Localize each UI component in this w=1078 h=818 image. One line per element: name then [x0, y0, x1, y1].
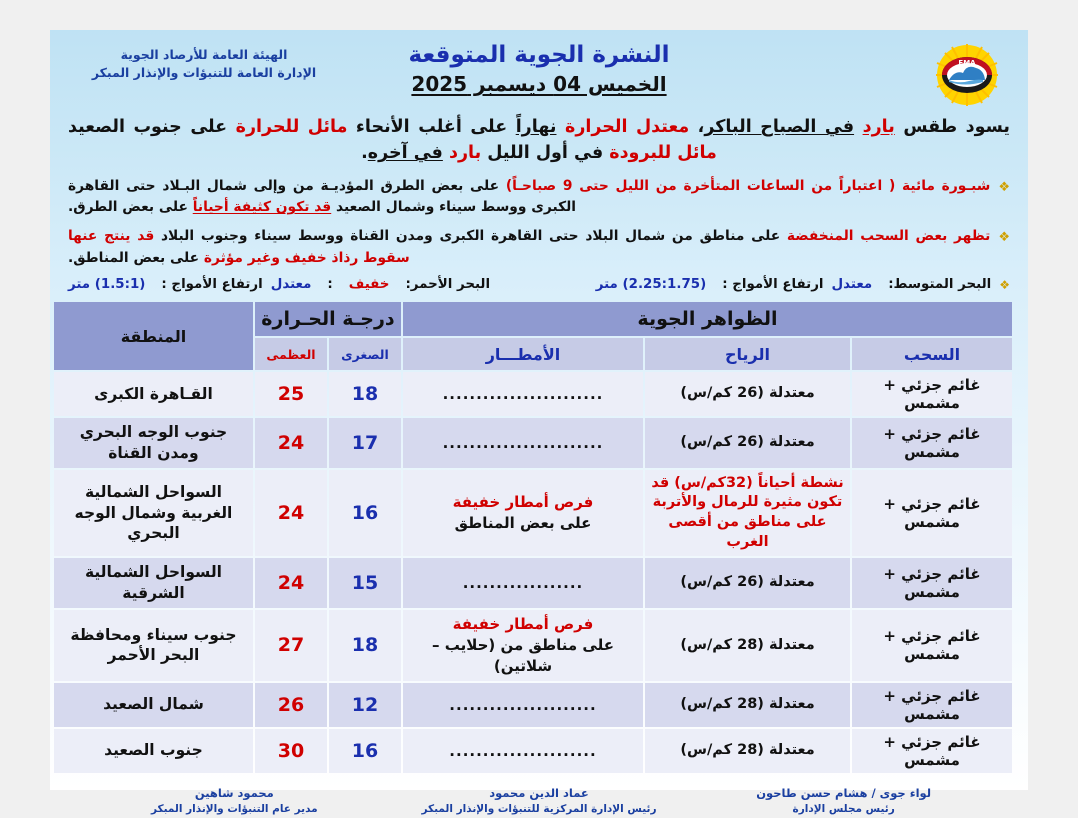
- red-sea-wave-label: ارتفاع الأمواج :: [161, 277, 263, 292]
- cell-rain: ......................: [403, 729, 643, 773]
- bulletin-date: الخميس 04 ديسمبر 2025: [411, 72, 667, 96]
- lead-word-late: في آخره: [367, 143, 443, 164]
- cell-temp-min: 12: [329, 683, 401, 727]
- warning-seg: على مناطق من شمال البلاد حتى القاهرة الكبرى ومدن القناة ووسط سيناء وجنوب البلاد: [154, 228, 787, 245]
- mediterranean-waves: [596, 277, 824, 292]
- cell-rain-detail: على بعض المناطق: [454, 513, 592, 532]
- cell-region: جنوب الصعيد: [54, 729, 253, 773]
- warning-seg: قد ينتج عنها سقوط رذاذ خفيف وغير مؤثرة: [68, 228, 410, 266]
- header-weather-phenomena: الظواهر الجوية: [403, 302, 1012, 336]
- signature-name: محمود شاهين: [194, 785, 274, 800]
- warning-item: [68, 226, 1010, 269]
- cell-temp-max: 30: [255, 729, 327, 773]
- red-sea-wave-value: (1.5:1) متر: [68, 277, 146, 292]
- cell-region: السواحل الشمالية الغربية وشمال الوجه البحري: [54, 470, 253, 556]
- bulletin-card: [50, 30, 1028, 816]
- cell-rain-highlight: فرص أمطار خفيفة: [452, 492, 594, 511]
- lead-part-4: [556, 117, 565, 137]
- cell-temp-min: 18: [329, 610, 401, 681]
- signature-name: لواء جوى / هشام حسن طاحون: [756, 785, 932, 800]
- cell-wind: معتدلة (28 كم/س): [645, 729, 850, 773]
- lead-word-warm: مائل للحرارة: [235, 117, 348, 137]
- lead-word-morning: في الصباح الباكر: [704, 117, 855, 137]
- mediterranean-wave-value: (2.25:1.75) متر: [595, 277, 707, 292]
- bulletin-title-block: [64, 42, 1014, 96]
- lead-word-moderate: معتدل الحرارة: [565, 117, 690, 137]
- cell-rain-highlight: فرص أمطار خفيفة: [452, 614, 594, 633]
- mediterranean-label: البحر المتوسط:: [888, 277, 992, 292]
- lead-word-coolish: مائل للبرودة: [609, 143, 717, 164]
- table-row: [54, 558, 1012, 608]
- cell-wind: معتدلة (28 كم/س): [645, 610, 850, 681]
- header-clouds: السحب: [852, 338, 1012, 370]
- cell-wind: معتدلة (26 كم/س): [645, 372, 850, 416]
- cell-temp-min: 18: [329, 372, 401, 416]
- signature-left: [691, 785, 996, 818]
- lead-part-6: على جنوب الصعيد: [68, 117, 236, 137]
- cell-clouds: غائم جزئي + مشمس: [852, 683, 1012, 727]
- cell-temp-max: 25: [255, 372, 327, 416]
- bulletin-header: [64, 38, 1014, 108]
- lead-word-daytime: نهاراً: [515, 117, 557, 137]
- lead-part-9: .: [361, 143, 368, 164]
- cell-temp-max: 24: [255, 558, 327, 608]
- table-row: [54, 418, 1012, 468]
- cell-rain-detail: على مناطق من (حلايب – شلاتين): [431, 635, 614, 675]
- lead-paragraph: [68, 114, 1010, 167]
- warning-seg: شبـورة مائية ( اعتباراً من الساعات المتأخرة من الليل حتى 9 صباحـاً): [505, 177, 991, 194]
- table-head: [54, 302, 1012, 370]
- header-temp-min: الصغرى: [329, 338, 401, 370]
- mediterranean-state: معتدل: [831, 277, 873, 292]
- cell-clouds: غائم جزئي + مشمس: [852, 610, 1012, 681]
- cell-region: جنوب الوجه البحري ومدن القناة: [54, 418, 253, 468]
- red-sea-block: [271, 277, 490, 292]
- signatures-footer: [82, 785, 996, 818]
- mediterranean-sea-block: [832, 277, 992, 292]
- lead-part-3: ،: [689, 117, 705, 137]
- cell-temp-max: 27: [255, 610, 327, 681]
- sea-conditions-line: [68, 277, 1010, 292]
- cell-temp-max: 24: [255, 470, 327, 556]
- warning-seg: على بعض الطرق.: [68, 198, 193, 215]
- cell-temp-min: 15: [329, 558, 401, 608]
- cell-region: القـاهرة الكبرى: [54, 372, 253, 416]
- signature-center: [387, 785, 692, 818]
- signature-role: رئيس الإدارة المركزية للتنبؤات والإنذار المبكر: [421, 803, 657, 816]
- cell-rain: ........................: [403, 418, 643, 468]
- cell-temp-max: 24: [255, 418, 327, 468]
- authority-line-1: الهيئة العامة للأرصاد الجوية: [120, 47, 288, 62]
- cell-clouds: غائم جزئي + مشمس: [852, 418, 1012, 468]
- lead-part-1: يسود طقس: [894, 117, 1011, 137]
- table-row: [54, 470, 1012, 556]
- signature-right: [82, 785, 387, 818]
- warning-list: [64, 176, 1014, 270]
- logo-text: EMA: [958, 59, 976, 67]
- table-group-header-row: [54, 302, 1012, 336]
- warning-text: [68, 176, 990, 219]
- cell-rain: [403, 610, 643, 681]
- header-temperature: درجـة الحـرارة: [255, 302, 401, 336]
- cell-temp-max: 26: [255, 683, 327, 727]
- lead-part-2: [854, 117, 863, 137]
- cell-clouds: غائم جزئي + مشمس: [852, 372, 1012, 416]
- cell-rain: ......................: [403, 683, 643, 727]
- red-sea-state-moderate: معتدل: [270, 277, 312, 292]
- table-row: [54, 372, 1012, 416]
- cell-clouds: غائم جزئي + مشمس: [852, 558, 1012, 608]
- header-region: المنطقة: [54, 302, 253, 370]
- table-row: [54, 683, 1012, 727]
- forecast-table: [52, 300, 1014, 775]
- diamond-bullet-icon: ❖: [998, 179, 1010, 195]
- warning-seg: على بعض الطرق المؤديـة من وإلى شمال البـلاد حتى القاهرة الكبرى ووسط سيناء وشمال الصعيد: [68, 177, 577, 215]
- cell-region: شمال الصعيد: [54, 683, 253, 727]
- cell-wind: معتدلة (26 كم/س): [645, 418, 850, 468]
- header-temp-max: العظمى: [255, 338, 327, 370]
- signature-role: رئيس مجلس الإدارة: [792, 803, 895, 816]
- cell-temp-min: 17: [329, 418, 401, 468]
- warning-text: [68, 226, 990, 269]
- warning-seg: تظهر بعض السحب المنخفضة: [786, 228, 991, 245]
- red-sea-label: البحر الأحمر:: [405, 277, 491, 292]
- lead-word-cold: بارد: [862, 117, 895, 137]
- signature-name: عماد الدين محمود: [489, 785, 589, 800]
- cell-region: جنوب سيناء ومحافظة البحر الأحمر: [54, 610, 253, 681]
- cell-temp-min: 16: [329, 470, 401, 556]
- table-body: [54, 372, 1012, 773]
- cell-wind: معتدلة (26 كم/س): [645, 558, 850, 608]
- page-title: النشرة الجوية المتوقعة: [408, 42, 670, 68]
- cell-temp-min: 16: [329, 729, 401, 773]
- red-sea-state-sep: :: [327, 277, 333, 292]
- cell-clouds: غائم جزئي + مشمس: [852, 729, 1012, 773]
- signature-role: مدير عام التنبؤات والإنذار المبكر: [150, 803, 318, 816]
- warning-seg: على بعض المناطق.: [68, 249, 204, 266]
- diamond-bullet-icon: ❖: [998, 230, 1010, 246]
- authority-line-2: الإدارة العامة للتنبؤات والإنذار المبكر: [91, 65, 317, 81]
- cell-rain: ..................: [403, 558, 643, 608]
- warning-item: [68, 176, 1010, 219]
- lead-part-7: في أول الليل: [481, 143, 610, 164]
- header-rain: الأمطـــار: [403, 338, 643, 370]
- red-sea-state-light: خفيف: [348, 277, 390, 292]
- lead-part-5: على أغلب الأنحاء: [347, 117, 516, 137]
- cell-wind: معتدلة (28 كم/س): [645, 683, 850, 727]
- cell-rain: ........................: [403, 372, 643, 416]
- mediterranean-wave-label: ارتفاع الأمواج :: [722, 277, 824, 292]
- table-row: [54, 729, 1012, 773]
- lead-word-cold-night: بارد: [448, 143, 482, 164]
- warning-seg: قد تكون كثيفة أحياناً: [192, 198, 332, 215]
- cell-wind: نشطة أحياناً (32كم/س) قد تكون مثيرة للرمال والأتربة على مناطق من أقصى الغرب: [645, 470, 850, 556]
- cell-rain: [403, 470, 643, 556]
- table-row: [54, 610, 1012, 681]
- red-sea-waves: [68, 277, 263, 292]
- diamond-bullet-icon: ❖: [999, 277, 1010, 292]
- cell-clouds: غائم جزئي + مشمس: [852, 470, 1012, 556]
- cell-region: السواحل الشمالية الشرقية: [54, 558, 253, 608]
- header-wind: الرياح: [645, 338, 850, 370]
